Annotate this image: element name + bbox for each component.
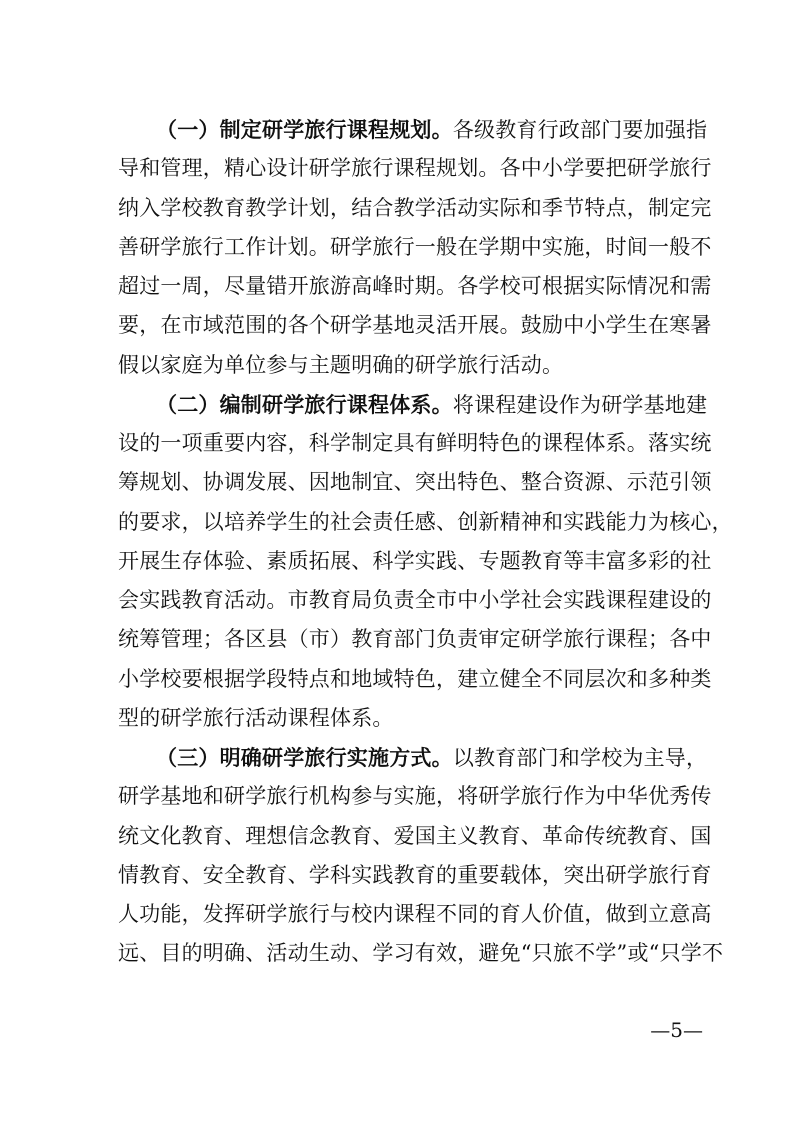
- paragraph-line: 纳入学校教育教学计划，结合教学活动实际和季节特点，制定完: [118, 195, 712, 220]
- paragraph-line: 远、目的明确、活动生动、学习有效，避免“只旅不学”或“只学不: [118, 941, 724, 966]
- paragraph-first-line: [118, 110, 708, 149]
- page-number: —5—: [650, 1018, 703, 1042]
- paragraph-line: 导和管理，精心设计研学旅行课程规划。各中小学要把研学旅行: [118, 156, 712, 181]
- paragraph-text: 将课程建设作为研学基地建: [452, 392, 708, 417]
- paragraph-implementation-method: [118, 738, 724, 974]
- paragraph-line: 会实践教育活动。市教育局负责全市中小学社会实践课程建设的: [118, 588, 712, 612]
- paragraph-line: 超过一周，尽量错开旅游高峰时期。各学校可根据实际情况和需: [118, 274, 712, 298]
- paragraph-line: 要，在市域范围的各个研学基地灵活开展。鼓励中小学生在寒暑: [118, 313, 712, 338]
- paragraph-line: 的要求，以培养学生的社会责任感、创新精神和实践能力为核心，: [118, 509, 733, 534]
- paragraph-line: 小学校要根据学段特点和地域特色，建立健全不同层次和多种类: [118, 666, 712, 691]
- paragraph-course-system: [118, 385, 733, 738]
- paragraph-line: 假以家庭为单位参与主题明确的研学旅行活动。: [118, 352, 564, 377]
- paragraph-heading: （三）明确研学旅行实施方式。: [156, 745, 453, 770]
- paragraph-line: 善研学旅行工作计划。研学旅行一般在学期中实施，时间一般不: [118, 234, 712, 259]
- paragraph-text: 以教育部门和学校为主导，: [452, 746, 708, 770]
- paragraph-first-line: [118, 738, 708, 777]
- paragraph-line: 筹规划、协调发展、因地制宜、突出特色、整合资源、示范引领: [118, 470, 712, 495]
- paragraph-line: 设的一项重要内容，科学制定具有鲜明特色的课程体系。落实统: [118, 431, 712, 455]
- paragraph-line: 开展生存体验、素质拓展、科学实践、专题教育等丰富多彩的社: [118, 548, 712, 573]
- paragraph-heading: （一）制定研学旅行课程规划。: [156, 117, 453, 142]
- paragraph-line: 型的研学旅行活动课程体系。: [118, 705, 394, 730]
- document-body: [118, 110, 733, 974]
- paragraph-text: 各级教育行政部门要加强指: [452, 118, 708, 142]
- paragraph-course-planning: [118, 110, 712, 385]
- paragraph-line: 人功能，发挥研学旅行与校内课程不同的育人价值，做到立意高: [118, 902, 712, 926]
- paragraph-line: 统文化教育、理想信念教育、爱国主义教育、革命传统教育、国: [118, 823, 712, 848]
- paragraph-first-line: [118, 385, 708, 424]
- paragraph-line: 统筹管理；各区县（市）教育部门负责审定研学旅行课程；各中: [118, 627, 712, 652]
- paragraph-line: 研学基地和研学旅行机构参与实施，将研学旅行作为中华优秀传: [118, 784, 712, 809]
- paragraph-line: 情教育、安全教育、学科实践教育的重要载体，突出研学旅行育: [118, 862, 712, 887]
- paragraph-heading: （二）编制研学旅行课程体系。: [156, 391, 453, 417]
